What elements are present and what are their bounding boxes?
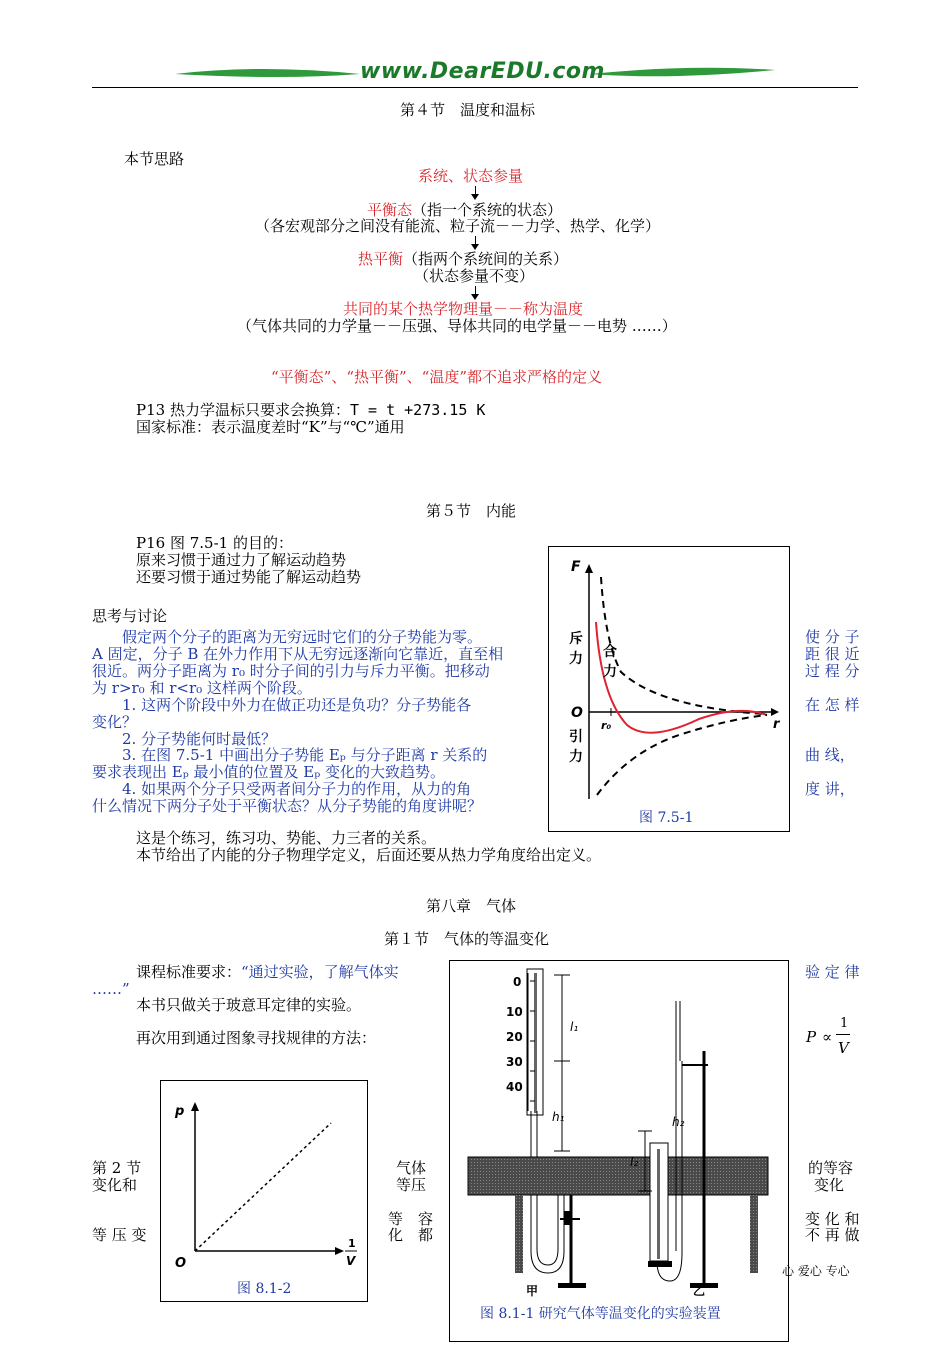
figure-8-1-1 — [449, 960, 789, 1342]
question-line: 变化？ — [92, 713, 138, 731]
right-frag-5: 曲 线， — [805, 746, 855, 764]
proportionality — [806, 1013, 856, 1063]
sec4-title: 第４节 温度和温标 — [400, 101, 536, 119]
frag-left-2: 变化和 — [92, 1176, 138, 1194]
frag-left-1: 第 2 节 — [92, 1159, 142, 1177]
right-frag-3: 过 程 分 — [805, 662, 860, 680]
question-line: A 固定，分子 B 在外力作用下从无穷远逐渐向它靠近，直至相 — [92, 645, 504, 663]
frag-mid-1: 气体 — [396, 1159, 427, 1177]
boyle-line: 本书只做关于玻意耳定律的实验。 — [136, 996, 362, 1014]
fraction-bar — [836, 1034, 850, 1035]
frag-right-3: 变 化 和 — [805, 1210, 860, 1228]
frag-right-2: 变化 — [814, 1176, 845, 1194]
flow-node-thermal — [358, 250, 568, 268]
axis-p: p — [175, 1104, 185, 1119]
attraction-char-2: 力 — [569, 749, 583, 765]
scale-tick-10: 10 — [506, 1005, 523, 1019]
figure-7-5-1-caption: 图 7.5-1 — [639, 810, 694, 826]
prop-P: P — [806, 1028, 817, 1046]
purpose-line-1: 原来习惯于通过力了解运动趋势 — [136, 551, 347, 569]
question-line: 2. 分子势能何时最低？ — [92, 730, 277, 748]
question-line: 什么情况下两分子处于平衡状态？从分子势能的角度讲呢？ — [92, 797, 483, 815]
question-line: 要求表现出 Eₚ 最小值的位置及 Eₚ 变化的大致趋势。 — [92, 763, 445, 781]
scale-tick-30: 30 — [506, 1055, 523, 1069]
purpose-line-2: 还要习惯于通过势能了解运动趋势 — [136, 568, 362, 586]
prop-denominator: V — [838, 1039, 849, 1057]
p13-text: P13 热力学温标只要求会换算： — [136, 401, 350, 419]
repulsion-char-2: 力 — [569, 651, 583, 667]
label-l1: l₁ — [570, 1020, 579, 1034]
frag-right-4: 不 再 做 — [805, 1226, 860, 1244]
discussion-heading: 思考与讨论 — [92, 607, 168, 625]
apparatus-yi: 乙 — [693, 1284, 706, 1298]
equilibrium-sub: （各宏观部分之间没有能流、粒子流－－力学、热学、化学） — [255, 217, 661, 235]
question-line: 假定两个分子的距离为无穷远时它们的分子势能为零。 — [92, 628, 483, 646]
r0-label: r₀ — [601, 719, 612, 732]
sec5-title: 第５节 内能 — [426, 502, 517, 520]
flow-node-temperature: 共同的某个热学物理量－－称为温度 — [343, 300, 584, 318]
definition-note: “平衡态”、“热平衡”、“温度”都不追求严格的定义 — [271, 368, 603, 386]
scale-tick-40: 40 — [506, 1080, 523, 1094]
origin-O-2: O — [175, 1256, 187, 1271]
after-line-2: 本节给出了内能的分子物理学定义，后面还要从热力学角度给出定义。 — [136, 846, 602, 864]
force-distance-graph — [549, 547, 789, 831]
figure-8-1-1-caption: 图 8.1-1 研究气体等温变化的实验装置 — [480, 1306, 721, 1322]
equilibrium-label: 平衡态 — [367, 201, 413, 219]
course-standard-tail: ……” — [92, 980, 130, 998]
apparatus-jia: 甲 — [526, 1284, 539, 1298]
course-standard — [136, 963, 399, 981]
frag-mid-3: 等 容 — [388, 1210, 434, 1228]
course-standard-label: 课程标准要求： — [136, 963, 242, 981]
question-line: 为 r>r₀ 和 r<r₀ 这样两个阶段。 — [92, 679, 312, 697]
frag-right-1: 的等容 — [808, 1159, 854, 1177]
right-frag-6: 度 讲， — [805, 780, 855, 798]
origin-O: O — [571, 705, 583, 721]
thermal-desc: （指两个系统间的关系） — [403, 250, 569, 268]
right-frag-1: 使 分 子 — [805, 628, 860, 646]
flow-node-system: 系统、状态参量 — [418, 167, 524, 185]
p16-line: P16 图 7.5-1 的目的： — [136, 534, 293, 552]
boyle-apparatus — [450, 961, 788, 1341]
equilibrium-desc: （指一个系统的状态） — [412, 201, 563, 219]
p13-line — [136, 401, 485, 419]
prop-symbol: ∝ — [822, 1028, 833, 1046]
axis-inv-num: 1 — [348, 1237, 356, 1250]
axis-r: r — [773, 717, 780, 732]
right-frag-law: 验 定 律 — [805, 963, 860, 981]
method-line: 再次用到通过图象寻找规律的方法： — [136, 1029, 377, 1047]
temperature-sub: （气体共同的力学量－－压强、导体共同的电学量－－电势 ……） — [237, 317, 677, 335]
footer-slogan: 心 爱心 专心 — [782, 1264, 850, 1278]
scale-tick-20: 20 — [506, 1030, 523, 1044]
label-h2: h₂ — [672, 1115, 685, 1129]
site-logo-text: www.DearEDU.com — [360, 59, 605, 84]
header-logo — [170, 60, 780, 90]
header-rule — [92, 87, 858, 88]
after-line-1: 这是个练习，练习功、势能、力三者的关系。 — [136, 829, 437, 847]
axis-inv-V: V — [346, 1254, 356, 1268]
net-force-char-1: 合 — [603, 644, 617, 660]
frag-mid-4: 化 都 — [388, 1226, 434, 1244]
frag-left-3: 等 压 变 — [92, 1226, 147, 1244]
thermal-label: 热平衡 — [358, 250, 404, 268]
right-frag-2: 距 很 近 — [805, 645, 860, 663]
net-force-char-2: 力 — [603, 664, 617, 680]
attraction-char-1: 引 — [569, 729, 583, 745]
question-line: 很近。两分子距离为 r₀ 时分子间的引力与斥力平衡。把移动 — [92, 662, 490, 680]
axis-F: F — [571, 559, 581, 575]
prop-numerator: 1 — [840, 1016, 849, 1031]
question-line: 3. 在图 7.5-1 中画出分子势能 Eₚ 与分子距离 r 关系的 — [92, 746, 488, 764]
repulsion-char-1: 斥 — [569, 631, 583, 647]
p-vs-inverse-v-graph — [161, 1081, 367, 1301]
chapter8-title: 第八章 气体 — [426, 897, 517, 915]
arrow-down-icon — [471, 194, 479, 200]
figure-7-5-1 — [548, 546, 790, 832]
outline-label: 本节思路 — [124, 150, 185, 168]
scale-tick-0: 0 — [513, 975, 522, 989]
course-standard-quote: “通过实验，了解气体实 — [241, 963, 399, 981]
question-line: 1. 这两个阶段中外力在做正功还是负功？分子势能各 — [92, 696, 472, 714]
national-standard: 国家标准：表示温度差时“K”与“℃”通用 — [136, 418, 405, 436]
kelvin-formula: T = t +273.15 K — [349, 401, 486, 419]
question-line: 4. 如果两个分子只受两者间分子力的作用，从力的角 — [92, 780, 472, 798]
label-h1: h₁ — [552, 1110, 565, 1124]
label-l2: l₂ — [630, 1155, 639, 1169]
figure-8-1-2-caption: 图 8.1-2 — [237, 1281, 292, 1297]
ch8-sec1-title: 第１节 气体的等温变化 — [384, 930, 550, 948]
frag-mid-2: 等压 — [396, 1176, 427, 1194]
figure-8-1-2 — [160, 1080, 368, 1302]
right-frag-4: 在 怎 样 — [805, 696, 860, 714]
thermal-sub: （状态参量不变） — [414, 267, 535, 285]
